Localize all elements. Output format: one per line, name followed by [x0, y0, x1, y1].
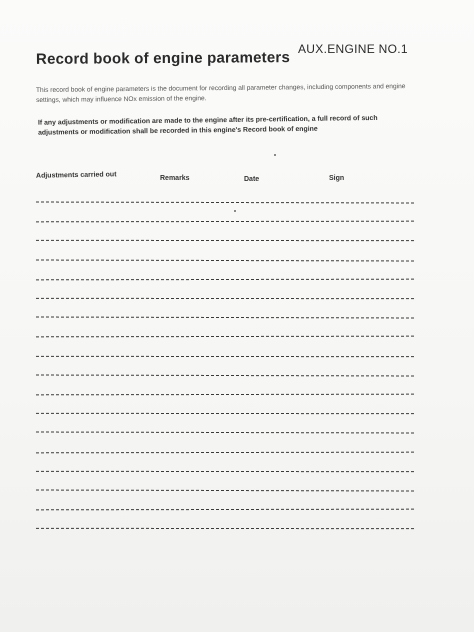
entry-line: [36, 451, 414, 453]
engine-label: AUX.ENGINE NO.1: [298, 42, 408, 56]
speck: [274, 154, 276, 156]
entry-line: [36, 528, 414, 529]
entry-line: [36, 202, 414, 204]
entry-line: [36, 298, 414, 299]
entry-line: [36, 374, 414, 376]
entry-line: [36, 317, 414, 319]
entry-line: [36, 221, 414, 223]
column-header-adjustments: Adjustments carried out: [35, 171, 117, 180]
entry-line: [36, 432, 414, 434]
intro-paragraph: This record book of engine parameters is the document for recording all parameter changes, including components and engine settings, which may influence NOx emission of the engine.: [35, 83, 406, 104]
entry-line: [36, 278, 414, 280]
column-header-remarks: Remarks: [160, 175, 190, 182]
entry-line: [36, 336, 414, 338]
entry-line: [36, 259, 414, 261]
entry-line: [36, 509, 414, 511]
page-title: Record book of engine parameters: [35, 49, 291, 68]
entry-line: [36, 394, 414, 396]
notice-paragraph: If any adjustments or modification are made to the engine after its pre-certification, a full record of such adjustments or modification shall be recorded in this engine's Record book of engine: [37, 114, 378, 137]
entry-line: [36, 413, 414, 414]
entry-line: [36, 240, 414, 241]
entry-line: [36, 471, 414, 472]
column-header-sign: Sign: [329, 175, 345, 182]
entry-lines: [36, 198, 420, 548]
entry-line: [36, 490, 414, 492]
entry-line: [36, 355, 414, 356]
column-header-date: Date: [244, 176, 260, 183]
